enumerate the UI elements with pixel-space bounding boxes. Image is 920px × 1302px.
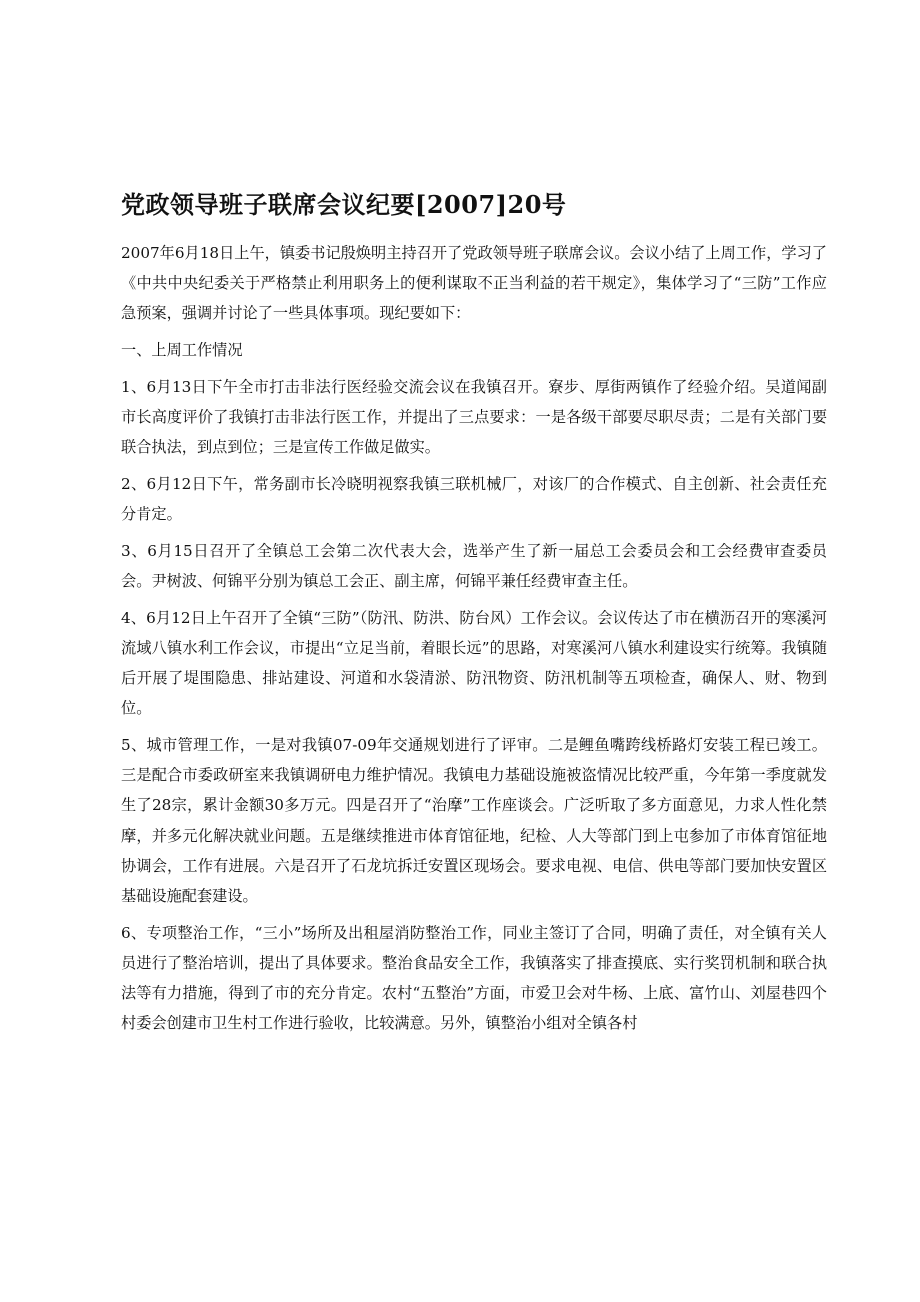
document-title: 党政领导班子联席会议纪要[2007]20号 xyxy=(121,190,567,219)
list-item: 2、6月12日下午，常务副市长冷晓明视察我镇三联机械厂，对该厂的合作模式、自主创新、社会责任充分肯定。 xyxy=(121,474,827,524)
list-item: 3、6月15日召开了全镇总工会第二次代表大会，选举产生了新一届总工会委员会和工会经费审查委员会。尹树波、何锦平分别为镇总工会正、副主席，何锦平兼任经费审查主任。 xyxy=(121,541,827,591)
list-item: 1、6月13日下午全市打击非法行医经验交流会议在我镇召开。寮步、厚街两镇作了经验介绍。吴道闻副市长高度评价了我镇打击非法行医工作，并提出了三点要求：一是各级干部要尽职尽责；二是有关部门要联合执法，到点到位；三是宣传工作做足做实。 xyxy=(121,377,827,457)
intro-paragraph: 2007年6月18日上午，镇委书记殷焕明主持召开了党政领导班子联席会议。会议小结了上周工作，学习了《中共中央纪委关于严格禁止利用职务上的便利谋取不正当利益的若干规定》，集体学习了“三防”工作应急预案，强调并讨论了一些具体事项。现纪要如下： xyxy=(121,244,827,323)
list-item: 4、6月12日上午召开了全镇“三防”（防汛、防洪、防台风）工作会议。会议传达了市在横沥召开的寒溪河流域八镇水利工作会议，市提出“立足当前，着眼长远”的思路，对寒溪河八镇水利建设实行统筹。我镇随后开展了堤围隐患、排站建设、河道和水袋清淤、防汛物资、防汛机制等五项检查，确保人、财、物到位。 xyxy=(121,608,827,718)
list-item: 6、专项整治工作，“三小”场所及出租屋消防整治工作，同业主签订了合同，明确了责任，对全镇有关人员进行了整治培训，提出了具体要求。整治食品安全工作，我镇落实了排查摸底、实行奖罚机制和联合执法等有力措施，得到了市的充分肯定。农村“五整治”方面，市爱卫会对牛杨、上底、富竹山、刘屋巷四个村委会创建市卫生村工作进行验收，比较满意。另外，镇整治小组对全镇各村 xyxy=(121,923,827,1033)
section-heading: 一、上周工作情况 xyxy=(121,341,243,360)
document-page xyxy=(121,188,827,1045)
list-item: 5、城市管理工作，一是对我镇07-09年交通规划进行了评审。二是鲤鱼嘴跨线桥路灯安装工程已竣工。三是配合市委政研室来我镇调研电力维护情况。我镇电力基础设施被盗情况比较严重，今年第一季度就发生了28宗，累计金额30多万元。四是召开了“治摩”工作座谈会。广泛听取了多方面意见，力求人性化禁摩，并多元化解决就业问题。五是继续推进市体育馆征地，纪检、人大等部门到上屯参加了市体育馆征地协调会，工作有进展。六是召开了石龙坑拆迁安置区现场会。要求电视、电信、供电等部门要加快安置区基础设施配套建设。 xyxy=(121,736,827,906)
